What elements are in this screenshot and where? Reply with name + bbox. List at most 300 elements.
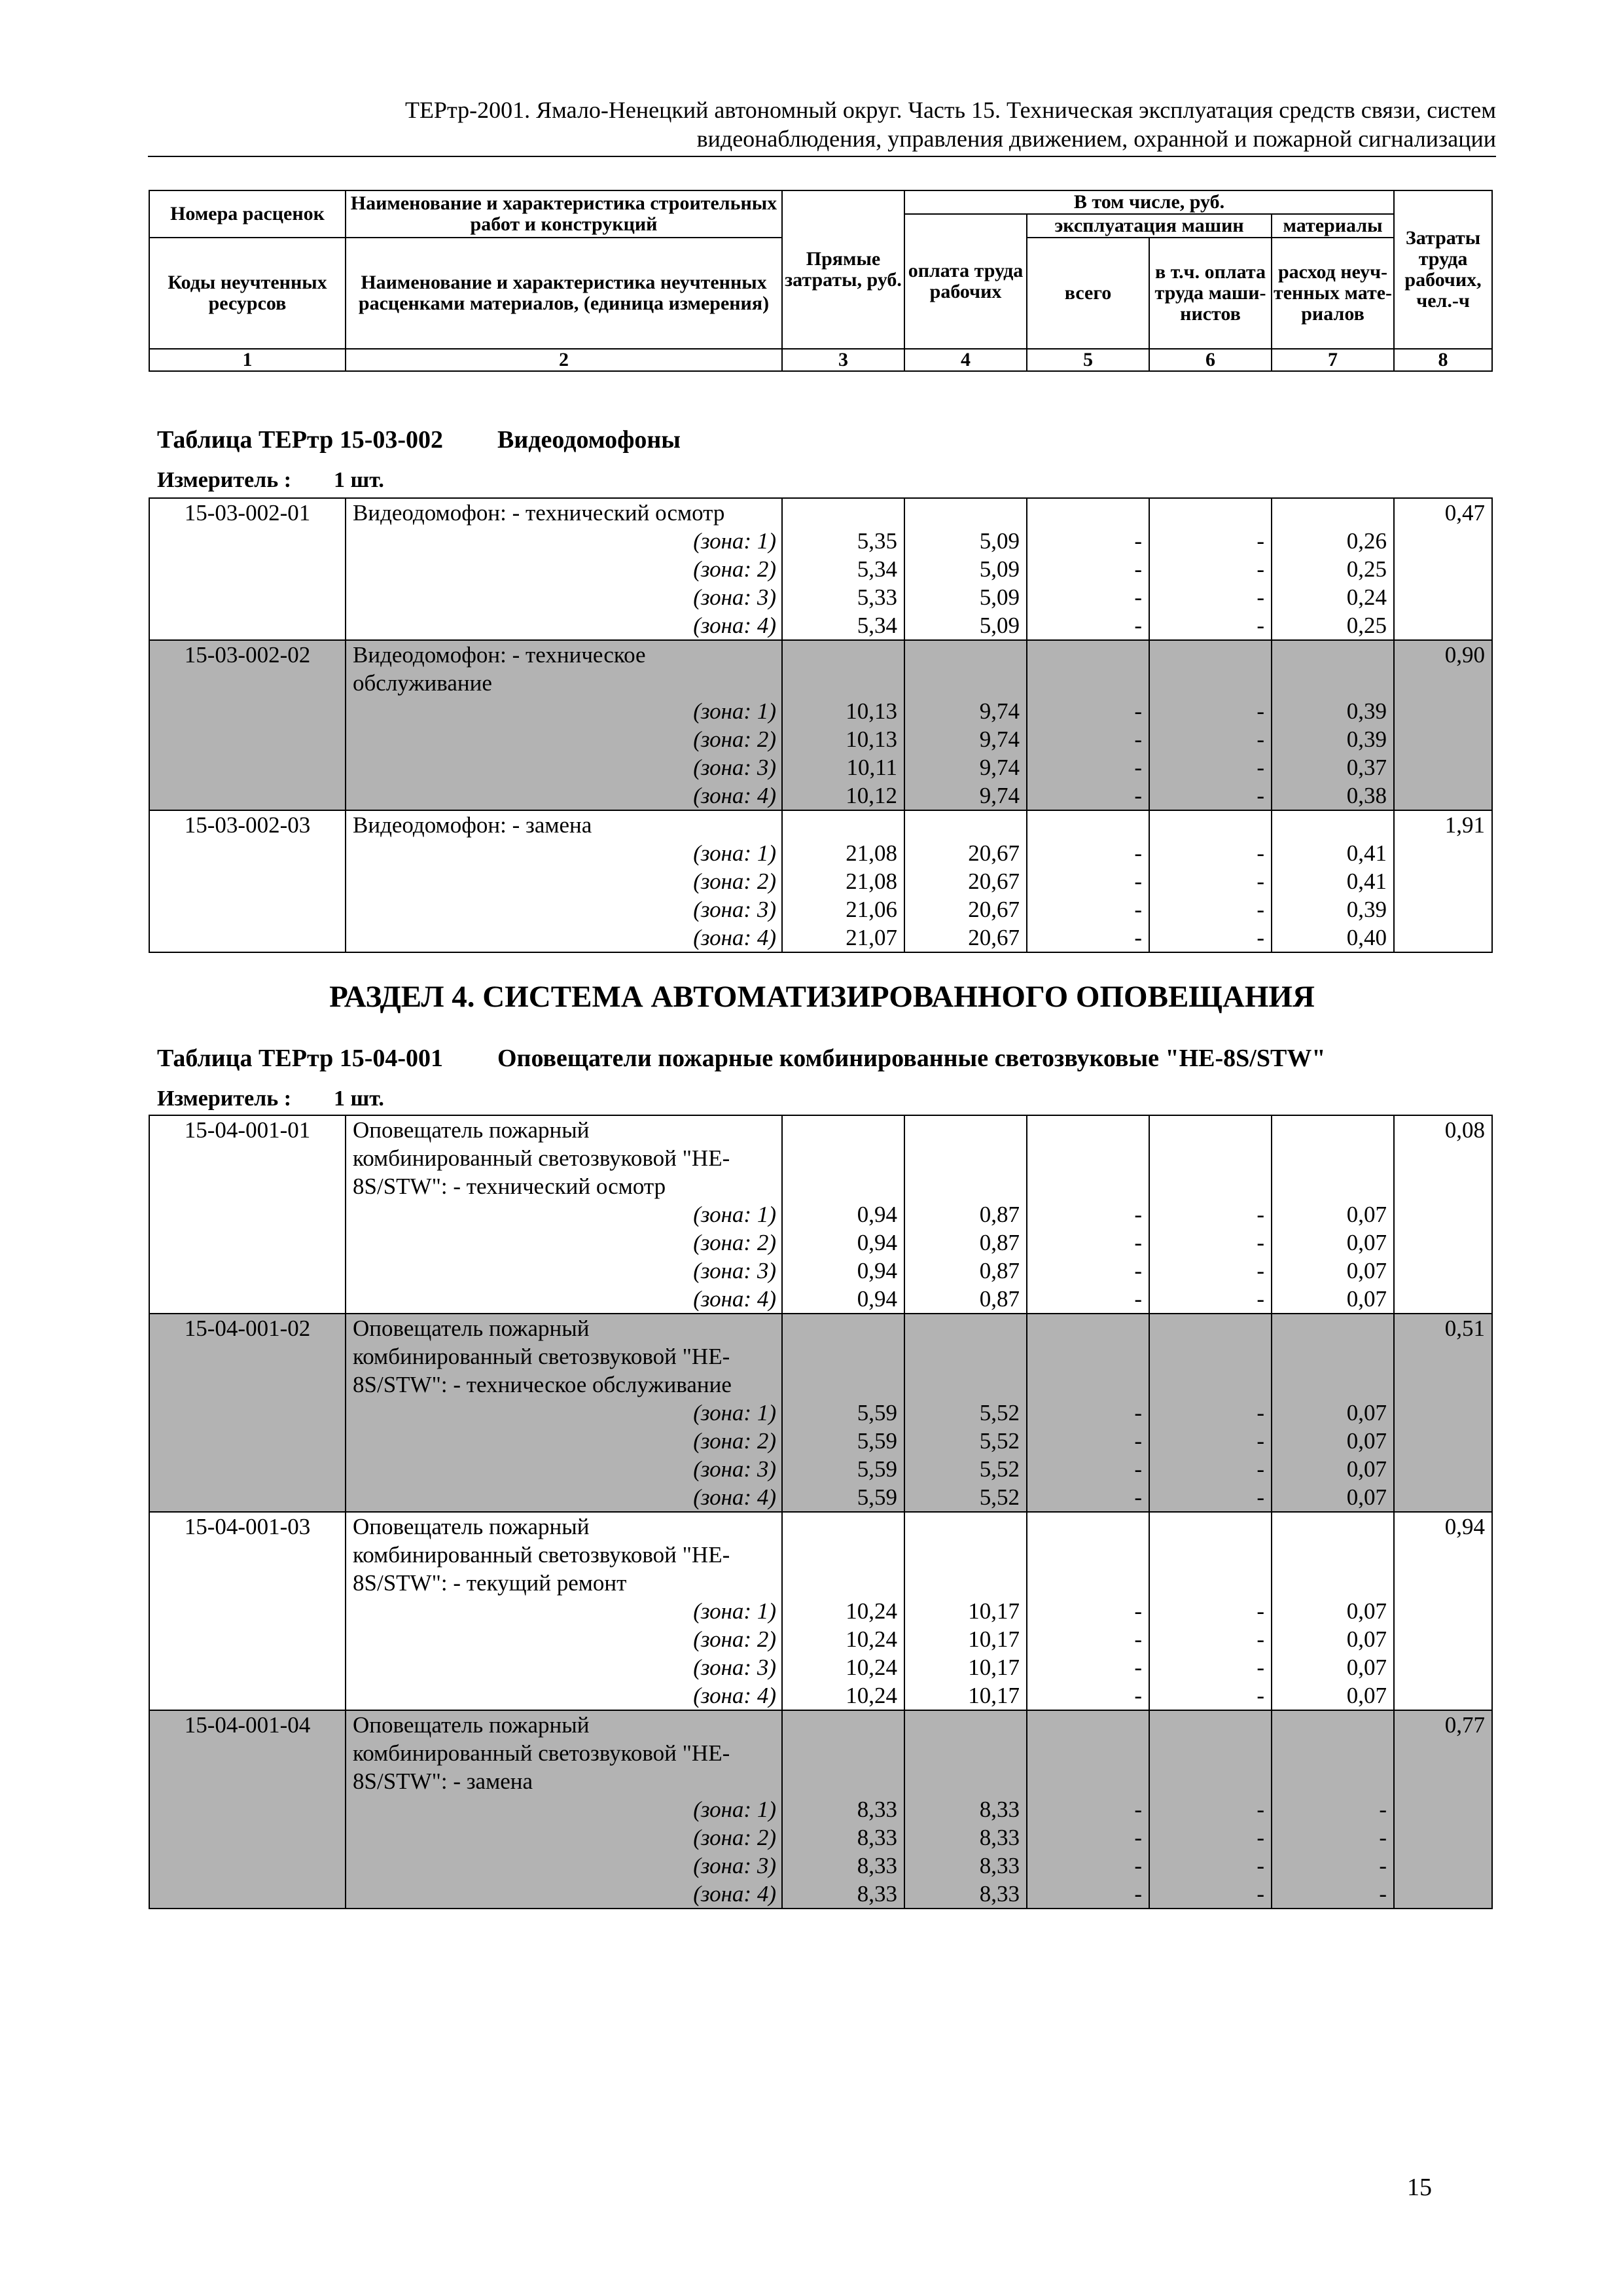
empty-cell (904, 1767, 1027, 1795)
material-cost: 0,40 (1272, 924, 1394, 952)
empty-cell (1149, 1569, 1272, 1597)
material-cost: 0,38 (1272, 781, 1394, 810)
direct-cost: 0,94 (782, 1257, 904, 1285)
empty-cell (904, 1172, 1027, 1200)
zone-label: (зона: 1) (346, 1597, 782, 1625)
machines-total: - (1027, 839, 1149, 867)
unit-label: Измеритель : (157, 1086, 292, 1111)
empty-cell (1149, 1342, 1272, 1371)
material-cost: 0,07 (1272, 1285, 1394, 1314)
empty-cell (782, 1314, 904, 1342)
rate-name-row (149, 1115, 1492, 1144)
col-number-8: 8 (1394, 349, 1492, 371)
machinist-pay: - (1149, 753, 1272, 781)
rate-name-row (149, 1172, 1492, 1200)
empty-cell (1027, 498, 1149, 527)
zone-label: (зона: 3) (346, 895, 782, 924)
empty-cell (904, 810, 1027, 839)
machinist-pay: - (1149, 1399, 1272, 1427)
machines-total: - (1027, 1597, 1149, 1625)
machines-total: - (1027, 1427, 1149, 1455)
empty-cell (1027, 1371, 1149, 1399)
zone-label: (зона: 3) (346, 1455, 782, 1483)
col-direct-costs: Прямые затраты, руб. (782, 190, 904, 349)
worker-pay: 0,87 (904, 1285, 1027, 1314)
direct-cost: 10,13 (782, 697, 904, 725)
material-cost: 0,07 (1272, 1399, 1394, 1427)
machines-total: - (1027, 1653, 1149, 1681)
table-caption-15-03-002 (157, 425, 681, 454)
machinist-pay: - (1149, 1285, 1272, 1314)
zone-row (149, 1795, 1492, 1823)
direct-cost: 10,24 (782, 1681, 904, 1710)
zone-label: (зона: 4) (346, 1681, 782, 1710)
zone-label: (зона: 1) (346, 527, 782, 555)
worker-pay: 5,52 (904, 1455, 1027, 1483)
rate-name-line: Видеодомофон: - замена (346, 810, 782, 839)
machines-total: - (1027, 924, 1149, 952)
material-cost: 0,25 (1272, 555, 1394, 583)
machinist-pay: - (1149, 1483, 1272, 1512)
direct-cost: 0,94 (782, 1229, 904, 1257)
empty-cell (782, 669, 904, 697)
rate-name-row (149, 1144, 1492, 1172)
col-number-6: 6 (1149, 349, 1272, 371)
empty-cell (1272, 1569, 1394, 1597)
page-number: 15 (1407, 2174, 1432, 2201)
rate-name-row (149, 1512, 1492, 1541)
rate-name-row (149, 1767, 1492, 1795)
zone-label: (зона: 4) (346, 611, 782, 640)
empty-cell (782, 1541, 904, 1569)
machinist-pay: - (1149, 1823, 1272, 1852)
rate-name-row (149, 1710, 1492, 1739)
direct-cost: 8,33 (782, 1852, 904, 1880)
col-unaccounted: расход неуч-тенных мате-риалов (1272, 238, 1394, 349)
zone-row (149, 781, 1492, 810)
empty-cell (1027, 640, 1149, 669)
table-title: Видеодомофоны (497, 426, 681, 454)
material-cost: - (1272, 1795, 1394, 1823)
empty-cell (904, 1144, 1027, 1172)
direct-cost: 5,59 (782, 1399, 904, 1427)
empty-cell (1027, 1739, 1149, 1767)
machinist-pay: - (1149, 583, 1272, 611)
zone-row (149, 1257, 1492, 1285)
rate-name-line: 8S/STW": - техническое обслуживание (346, 1371, 782, 1399)
machines-total: - (1027, 1229, 1149, 1257)
col-incl: В том числе, руб. (904, 190, 1394, 214)
rate-code: 15-04-001-04 (149, 1710, 346, 1909)
table-code: Таблица ТЕРтр 15-03-002 (157, 426, 444, 454)
rate-name-row (149, 1371, 1492, 1399)
machinist-pay: - (1149, 611, 1272, 640)
empty-cell (782, 810, 904, 839)
empty-cell (904, 1371, 1027, 1399)
labor-cost: 1,91 (1394, 810, 1492, 952)
rate-name-line: Оповещатель пожарный (346, 1115, 782, 1144)
zone-label: (зона: 2) (346, 867, 782, 895)
rate-code: 15-04-001-03 (149, 1512, 346, 1710)
col-number-1: 1 (149, 349, 346, 371)
zone-label: (зона: 4) (346, 781, 782, 810)
worker-pay: 0,87 (904, 1229, 1027, 1257)
machines-total: - (1027, 867, 1149, 895)
empty-cell (1149, 1172, 1272, 1200)
empty-cell (904, 1512, 1027, 1541)
machinist-pay: - (1149, 527, 1272, 555)
empty-cell (1272, 640, 1394, 669)
direct-cost: 10,11 (782, 753, 904, 781)
direct-cost: 21,08 (782, 867, 904, 895)
machinist-pay: - (1149, 1597, 1272, 1625)
empty-cell (904, 1739, 1027, 1767)
empty-cell (1149, 1710, 1272, 1739)
machinist-pay: - (1149, 1681, 1272, 1710)
direct-cost: 10,12 (782, 781, 904, 810)
empty-cell (1272, 1144, 1394, 1172)
rate-name-row (149, 669, 1492, 697)
zone-row (149, 555, 1492, 583)
machines-total: - (1027, 725, 1149, 753)
machines-total: - (1027, 1483, 1149, 1512)
col-number-7: 7 (1272, 349, 1394, 371)
direct-cost: 5,35 (782, 527, 904, 555)
empty-cell (782, 1739, 904, 1767)
rate-name-line: Видеодомофон: - технический осмотр (346, 498, 782, 527)
zone-row (149, 725, 1492, 753)
worker-pay: 5,52 (904, 1399, 1027, 1427)
zone-row (149, 1483, 1492, 1512)
zone-row (149, 1880, 1492, 1909)
empty-cell (782, 1144, 904, 1172)
worker-pay: 5,09 (904, 583, 1027, 611)
unit-label: Измеритель : (157, 468, 292, 492)
empty-cell (1027, 1512, 1149, 1541)
empty-cell (904, 640, 1027, 669)
direct-cost: 10,24 (782, 1597, 904, 1625)
worker-pay: 8,33 (904, 1852, 1027, 1880)
material-cost: 0,41 (1272, 867, 1394, 895)
machines-total: - (1027, 697, 1149, 725)
machines-total: - (1027, 1852, 1149, 1880)
col-material-name: Наименование и характеристика неучтенных расценками материалов, (единица измерения) (346, 238, 782, 349)
machinist-pay: - (1149, 1427, 1272, 1455)
zone-row (149, 895, 1492, 924)
rate-code: 15-04-001-01 (149, 1115, 346, 1314)
rate-name-row (149, 1541, 1492, 1569)
worker-pay: 9,74 (904, 753, 1027, 781)
empty-cell (1272, 1710, 1394, 1739)
direct-cost: 5,59 (782, 1483, 904, 1512)
empty-cell (1272, 1342, 1394, 1371)
header-line-1: ТЕРтр-2001. Ямало-Ненецкий автономный округ. Часть 15. Техническая эксплуатация средств связи, систем (404, 97, 1496, 123)
labor-cost: 0,51 (1394, 1314, 1492, 1512)
rate-name-row (149, 810, 1492, 839)
worker-pay: 5,09 (904, 611, 1027, 640)
zone-label: (зона: 2) (346, 725, 782, 753)
zone-label: (зона: 4) (346, 1285, 782, 1314)
rate-name-line: комбинированный светозвуковой "HE- (346, 1739, 782, 1767)
worker-pay: 10,17 (904, 1653, 1027, 1681)
rate-name-line: комбинированный светозвуковой "HE- (346, 1144, 782, 1172)
machines-total: - (1027, 611, 1149, 640)
rate-name-line: 8S/STW": - текущий ремонт (346, 1569, 782, 1597)
zone-label: (зона: 4) (346, 1483, 782, 1512)
direct-cost: 21,06 (782, 895, 904, 924)
table-title: Оповещатели пожарные комбинированные светозвуковые "HE-8S/STW" (497, 1045, 1326, 1072)
rate-name-row (149, 640, 1492, 669)
empty-cell (1149, 1739, 1272, 1767)
worker-pay: 5,52 (904, 1483, 1027, 1512)
rate-name-line: Оповещатель пожарный (346, 1710, 782, 1739)
zone-label: (зона: 1) (346, 839, 782, 867)
empty-cell (782, 1569, 904, 1597)
machines-total: - (1027, 1200, 1149, 1229)
direct-cost: 0,94 (782, 1285, 904, 1314)
direct-cost: 10,13 (782, 725, 904, 753)
material-cost: 0,07 (1272, 1257, 1394, 1285)
direct-cost: 21,08 (782, 839, 904, 867)
material-cost: 0,07 (1272, 1455, 1394, 1483)
zone-label: (зона: 2) (346, 1823, 782, 1852)
material-cost: - (1272, 1852, 1394, 1880)
machinist-pay: - (1149, 839, 1272, 867)
material-cost: 0,07 (1272, 1681, 1394, 1710)
col-machinist-pay: в т.ч. оплата труда маши-нистов (1149, 238, 1272, 349)
empty-cell (782, 1115, 904, 1144)
zone-row (149, 839, 1492, 867)
empty-cell (1149, 810, 1272, 839)
worker-pay: 10,17 (904, 1597, 1027, 1625)
empty-cell (782, 498, 904, 527)
table-code: Таблица ТЕРтр 15-04-001 (157, 1045, 444, 1072)
zone-row (149, 1399, 1492, 1427)
empty-cell (1149, 1371, 1272, 1399)
rate-code: 15-03-002-03 (149, 810, 346, 952)
empty-cell (904, 1541, 1027, 1569)
empty-cell (782, 1512, 904, 1541)
machines-total: - (1027, 1455, 1149, 1483)
worker-pay: 10,17 (904, 1625, 1027, 1653)
zone-label: (зона: 4) (346, 924, 782, 952)
machinist-pay: - (1149, 1200, 1272, 1229)
worker-pay: 8,33 (904, 1880, 1027, 1909)
empty-cell (1149, 1314, 1272, 1342)
rate-name-row (149, 1342, 1492, 1371)
material-cost: 0,07 (1272, 1597, 1394, 1625)
labor-cost: 0,90 (1394, 640, 1492, 810)
col-worker-pay: оплата труда рабочих (904, 214, 1027, 349)
direct-cost: 10,24 (782, 1625, 904, 1653)
empty-cell (1027, 1569, 1149, 1597)
machines-total: - (1027, 1795, 1149, 1823)
zone-label: (зона: 1) (346, 1795, 782, 1823)
zone-row (149, 1625, 1492, 1653)
empty-cell (1149, 1541, 1272, 1569)
machinist-pay: - (1149, 1625, 1272, 1653)
empty-cell (782, 1172, 904, 1200)
material-cost: - (1272, 1823, 1394, 1852)
labor-cost: 0,94 (1394, 1512, 1492, 1710)
machines-total: - (1027, 1681, 1149, 1710)
machinist-pay: - (1149, 1653, 1272, 1681)
machines-total: - (1027, 1399, 1149, 1427)
col-work-name: Наименование и характеристика строительных работ и конструкций (346, 190, 782, 238)
worker-pay: 9,74 (904, 725, 1027, 753)
col-number-2: 2 (346, 349, 782, 371)
material-cost: 0,39 (1272, 725, 1394, 753)
empty-cell (782, 1371, 904, 1399)
col-machines-total: всего (1027, 238, 1149, 349)
empty-cell (782, 1342, 904, 1371)
worker-pay: 5,09 (904, 527, 1027, 555)
zone-row (149, 1681, 1492, 1710)
rate-code: 15-03-002-01 (149, 498, 346, 640)
direct-cost: 5,34 (782, 611, 904, 640)
rate-name-row (149, 1739, 1492, 1767)
worker-pay: 9,74 (904, 781, 1027, 810)
material-cost: 0,07 (1272, 1200, 1394, 1229)
zone-row (149, 697, 1492, 725)
machines-total: - (1027, 1257, 1149, 1285)
rate-code: 15-04-001-02 (149, 1314, 346, 1512)
machines-total: - (1027, 895, 1149, 924)
machines-total: - (1027, 781, 1149, 810)
zone-row (149, 753, 1492, 781)
zone-row (149, 867, 1492, 895)
labor-cost: 0,08 (1394, 1115, 1492, 1314)
empty-cell (782, 1710, 904, 1739)
material-cost: 0,39 (1272, 697, 1394, 725)
empty-cell (1149, 1767, 1272, 1795)
worker-pay: 9,74 (904, 697, 1027, 725)
rate-name-line: 8S/STW": - замена (346, 1767, 782, 1795)
zone-row (149, 1229, 1492, 1257)
empty-cell (782, 1767, 904, 1795)
worker-pay: 20,67 (904, 839, 1027, 867)
labor-cost: 0,47 (1394, 498, 1492, 640)
empty-cell (1027, 669, 1149, 697)
machinist-pay: - (1149, 1880, 1272, 1909)
document-header (148, 96, 1496, 153)
rate-name-row (149, 498, 1492, 527)
empty-cell (1149, 1144, 1272, 1172)
machinist-pay: - (1149, 725, 1272, 753)
empty-cell (1027, 1541, 1149, 1569)
header-line-2: видеонаблюдения, управления движением, охранной и пожарной сигнализации (696, 126, 1496, 152)
machines-total: - (1027, 583, 1149, 611)
unit-value: 1 шт. (334, 1086, 384, 1111)
direct-cost: 8,33 (782, 1795, 904, 1823)
zone-label: (зона: 3) (346, 583, 782, 611)
worker-pay: 0,87 (904, 1257, 1027, 1285)
empty-cell (1272, 498, 1394, 527)
direct-cost: 21,07 (782, 924, 904, 952)
material-cost: - (1272, 1880, 1394, 1909)
empty-cell (1272, 1767, 1394, 1795)
zone-label: (зона: 4) (346, 1880, 782, 1909)
zone-label: (зона: 1) (346, 1399, 782, 1427)
machinist-pay: - (1149, 867, 1272, 895)
worker-pay: 20,67 (904, 924, 1027, 952)
zone-row (149, 1285, 1492, 1314)
material-cost: 0,41 (1272, 839, 1394, 867)
material-cost: 0,07 (1272, 1427, 1394, 1455)
zone-label: (зона: 3) (346, 1653, 782, 1681)
empty-cell (1272, 1541, 1394, 1569)
unit-line (157, 467, 384, 493)
rate-name-line: обслуживание (346, 669, 782, 697)
direct-cost: 5,33 (782, 583, 904, 611)
empty-cell (904, 498, 1027, 527)
zone-label: (зона: 3) (346, 753, 782, 781)
machines-total: - (1027, 1823, 1149, 1852)
machinist-pay: - (1149, 924, 1272, 952)
empty-cell (1272, 669, 1394, 697)
machinist-pay: - (1149, 1852, 1272, 1880)
zone-label: (зона: 2) (346, 555, 782, 583)
machines-total: - (1027, 1285, 1149, 1314)
machinist-pay: - (1149, 781, 1272, 810)
machinist-pay: - (1149, 697, 1272, 725)
material-cost: 0,07 (1272, 1483, 1394, 1512)
empty-cell (1027, 1144, 1149, 1172)
empty-cell (1027, 1710, 1149, 1739)
empty-cell (1027, 1767, 1149, 1795)
empty-cell (1272, 1314, 1394, 1342)
empty-cell (1272, 810, 1394, 839)
empty-cell (1027, 810, 1149, 839)
empty-cell (904, 1710, 1027, 1739)
empty-cell (1027, 1115, 1149, 1144)
empty-cell (1027, 1172, 1149, 1200)
zone-label: (зона: 1) (346, 697, 782, 725)
empty-cell (1149, 1115, 1272, 1144)
empty-cell (1272, 1512, 1394, 1541)
worker-pay: 8,33 (904, 1795, 1027, 1823)
direct-cost: 8,33 (782, 1880, 904, 1909)
rate-name-line: Оповещатель пожарный (346, 1314, 782, 1342)
zone-row (149, 527, 1492, 555)
rates-table-15-03-002 (149, 497, 1493, 953)
header-rule (148, 156, 1496, 157)
col-materials: материалы (1272, 214, 1394, 238)
labor-cost: 0,77 (1394, 1710, 1492, 1909)
rate-name-line: комбинированный светозвуковой "HE- (346, 1342, 782, 1371)
col-labor-cost: Затраты труда рабочих, чел.-ч (1394, 190, 1492, 349)
zone-label: (зона: 2) (346, 1625, 782, 1653)
rate-name-row (149, 1314, 1492, 1342)
zone-row (149, 1455, 1492, 1483)
worker-pay: 10,17 (904, 1681, 1027, 1710)
material-cost: 0,26 (1272, 527, 1394, 555)
zone-label: (зона: 2) (346, 1427, 782, 1455)
machinist-pay: - (1149, 1257, 1272, 1285)
direct-cost: 8,33 (782, 1823, 904, 1852)
zone-row (149, 1852, 1492, 1880)
machinist-pay: - (1149, 1455, 1272, 1483)
machines-total: - (1027, 527, 1149, 555)
material-cost: 0,07 (1272, 1625, 1394, 1653)
col-number-3: 3 (782, 349, 904, 371)
material-cost: 0,07 (1272, 1229, 1394, 1257)
worker-pay: 0,87 (904, 1200, 1027, 1229)
col-machines: эксплуатация машин (1027, 214, 1272, 238)
empty-cell (1027, 1342, 1149, 1371)
zone-row (149, 1653, 1492, 1681)
direct-cost: 5,59 (782, 1427, 904, 1455)
